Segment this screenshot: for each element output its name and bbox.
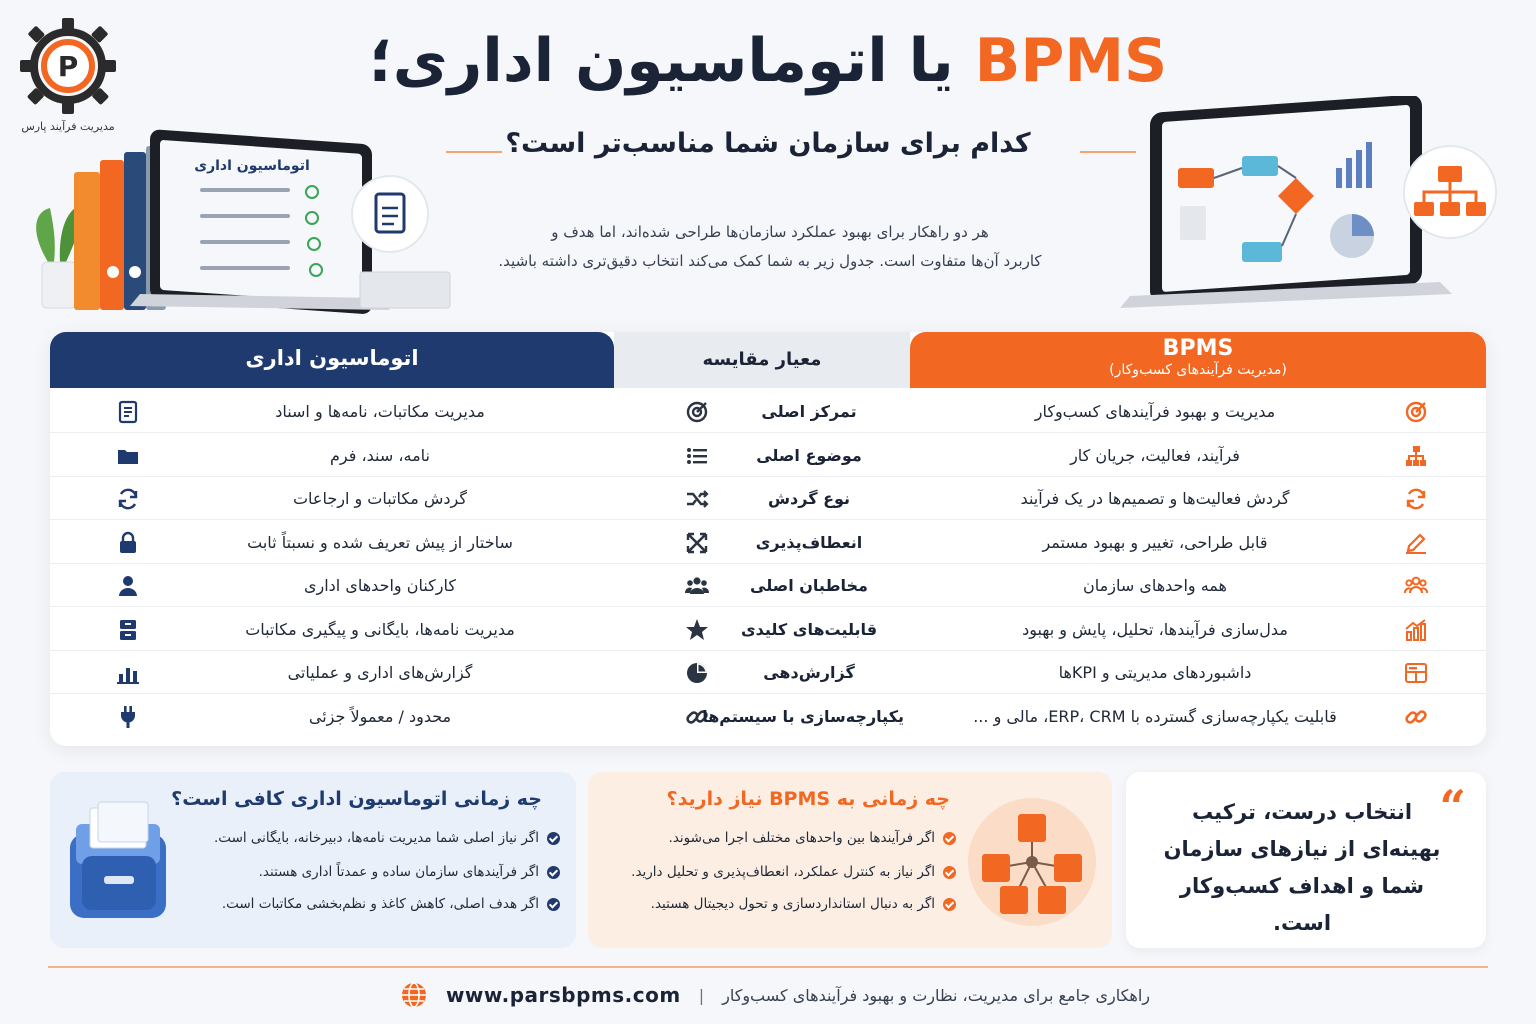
- cell-criteria: گزارش‌دهی: [763, 663, 855, 682]
- cell-office: گزارش‌های اداری و عملیاتی: [287, 663, 473, 682]
- cell-bpms: گردش فعالیت‌ها و تصمیم‌ها در یک فرآیند: [1020, 489, 1290, 508]
- cross-arrows-icon: [684, 530, 710, 556]
- hierarchy-icon: [1403, 443, 1429, 469]
- bpms-needed-card: [588, 772, 1112, 948]
- archive-icon: [115, 617, 141, 643]
- cell-criteria: قابلیت‌های کلیدی: [740, 619, 878, 639]
- cell-office: ساختار از پیش تعریف شده و نسبتاً ثابت: [247, 532, 513, 552]
- table-row: [50, 695, 1486, 738]
- cell-office: گردش مکاتبات و ارجاعات: [292, 489, 467, 508]
- table-row: [50, 651, 1486, 694]
- intro-line-2: کاربرد آن‌ها متفاوت است. جدول زیر به شما کمک می‌کند انتخاب دقیق‌تری داشته باشید.: [498, 252, 1042, 270]
- table-row: [50, 434, 1486, 477]
- table-row: [50, 521, 1486, 564]
- check-icon: [547, 898, 560, 911]
- column-header-bpms: [910, 332, 1486, 388]
- bar-chart-icon: [115, 660, 141, 686]
- svg-text:P: P: [57, 50, 79, 83]
- footer: [360, 978, 1190, 1012]
- globe-icon: [400, 981, 428, 1009]
- refresh-icon: [115, 486, 141, 512]
- cell-bpms: داشبوردهای مدیریتی و KPIها: [1058, 663, 1252, 682]
- cell-criteria: مخاطبان اصلی: [750, 576, 868, 595]
- column-header-office: اتوماسیون اداری: [50, 332, 614, 388]
- gear-logo-icon: [16, 14, 120, 114]
- title-text: یا اتوماسیون اداری؛: [368, 26, 954, 96]
- check-icon: [943, 898, 956, 911]
- pencil-icon: [1403, 530, 1429, 556]
- page-subtitle: کدام برای سازمان شما مناسب‌تر است؟: [505, 128, 1031, 159]
- bpms-card-title: چه زمانی به BPMS نیاز دارید؟: [666, 788, 950, 810]
- lock-icon: [115, 530, 141, 556]
- office-automation-illustration: [20, 112, 460, 322]
- plug-icon: [115, 704, 141, 730]
- cell-bpms: قابل طراحی، تغییر و بهبود مستمر: [1042, 532, 1268, 552]
- cell-criteria: تمرکز اصلی: [761, 402, 857, 421]
- document-list-icon: [115, 399, 141, 425]
- target-icon: [1403, 399, 1429, 425]
- office-card-item: اگر نیاز اصلی شما مدیریت نامه‌ها، دبیرخانه، بایگانی است.: [214, 830, 560, 846]
- office-sufficient-card: [50, 772, 576, 948]
- pie-chart-icon: [684, 660, 710, 686]
- intro-text: [440, 218, 1100, 278]
- group-icon: [684, 573, 710, 599]
- footer-tagline: راهکاری جامع برای مدیریت، نظارت و بهبود فرآیندهای کسب‌وکار: [722, 985, 1151, 1005]
- file-cabinet-icon: [64, 794, 174, 924]
- office-card-title: چه زمانی اتوماسیون اداری کافی است؟: [171, 788, 542, 810]
- column-header-bpms-title: BPMS: [1162, 336, 1234, 361]
- check-icon: [547, 832, 560, 845]
- cell-bpms: قابلیت یکپارچه‌سازی گسترده با ERP، CRM، مالی و ...: [973, 706, 1337, 726]
- office-card-item: اگر فرآیندهای سازمان ساده و عمدتاً اداری هستند.: [259, 864, 560, 880]
- svg-text:اتوماسیون اداری: اتوماسیون اداری: [194, 158, 310, 174]
- table-row: [50, 564, 1486, 607]
- check-icon: [943, 832, 956, 845]
- list-icon: [684, 443, 710, 469]
- cell-criteria: موضوع اصلی: [756, 445, 862, 465]
- cell-office: محدود / معمولاً جزئی: [308, 706, 452, 726]
- cell-criteria: انعطاف‌پذیری: [755, 532, 863, 552]
- bpms-illustration: [1020, 96, 1520, 318]
- logo-text: مدیریت فرآیند پارس: [21, 120, 115, 133]
- footer-divider: [48, 966, 1488, 968]
- link-icon: [1403, 704, 1429, 730]
- bpms-card-item: اگر به دنبال استانداردسازی و تحول دیجیتال هستید.: [651, 896, 956, 912]
- quote-card: [1126, 772, 1486, 948]
- shuffle-icon: [684, 486, 710, 512]
- table-row: [50, 390, 1486, 433]
- dashboard-icon: [1403, 660, 1429, 686]
- user-icon: [115, 573, 141, 599]
- cell-bpms: فرآیند، فعالیت، جریان کار: [1070, 445, 1240, 465]
- column-header-bpms-subtitle: (مدیریت فرآیندهای کسب‌وکار): [1109, 362, 1287, 378]
- cell-criteria: نوع گردش: [767, 489, 851, 508]
- cell-office: نامه، سند، فرم: [330, 445, 430, 465]
- cell-office: مدیریت نامه‌ها، بایگانی و پیگیری مکاتبات: [245, 619, 515, 639]
- target-icon: [684, 399, 710, 425]
- cell-office: مدیریت مکاتبات، نامه‌ها و اسناد: [275, 402, 485, 421]
- network-cubes-icon: [964, 794, 1100, 930]
- table-row: [50, 608, 1486, 651]
- footer-separator: |: [698, 985, 705, 1005]
- folder-icon: [115, 443, 141, 469]
- cell-bpms: همه واحدهای سازمان: [1083, 576, 1227, 595]
- column-header-criteria: معیار مقایسه: [614, 332, 910, 388]
- table-row: [50, 477, 1486, 520]
- quote-icon: “: [1439, 780, 1466, 834]
- cell-office: کارکنان واحدهای اداری: [303, 576, 457, 595]
- cell-criteria: یکپارچه‌سازی با سیستم‌ها: [702, 706, 904, 726]
- growth-chart-icon: [1403, 617, 1429, 643]
- bpms-card-item: اگر فرآیندها بین واحدهای مختلف اجرا می‌شوند.: [669, 830, 956, 846]
- website-link[interactable]: www.parsbpms.com: [445, 983, 681, 1007]
- users-icon: [1403, 573, 1429, 599]
- check-icon: [943, 866, 956, 879]
- intro-line-1: هر دو راهکار برای بهبود عملکرد سازمان‌ها طراحی شده‌اند، اما هدف و: [551, 223, 989, 241]
- quote-text: انتخاب درست، ترکیب بهینه‌ای از نیازهای سازمان شما و اهداف کسب‌وکار است.: [1163, 800, 1441, 935]
- check-icon: [547, 866, 560, 879]
- refresh-icon: [1403, 486, 1429, 512]
- star-icon: [684, 617, 710, 643]
- cell-bpms: مدل‌سازی فرآیندها، تحلیل، پایش و بهبود: [1022, 619, 1288, 639]
- cell-bpms: مدیریت و بهبود فرآیندهای کسب‌وکار: [1034, 402, 1276, 421]
- office-card-item: اگر هدف اصلی، کاهش کاغذ و نظم‌بخشی مکاتبات است.: [222, 896, 560, 912]
- title-brand: BPMS: [974, 26, 1168, 96]
- bpms-card-item: اگر نیاز به کنترل عملکرد، انعطاف‌پذیری و تحلیل دارید.: [631, 864, 956, 880]
